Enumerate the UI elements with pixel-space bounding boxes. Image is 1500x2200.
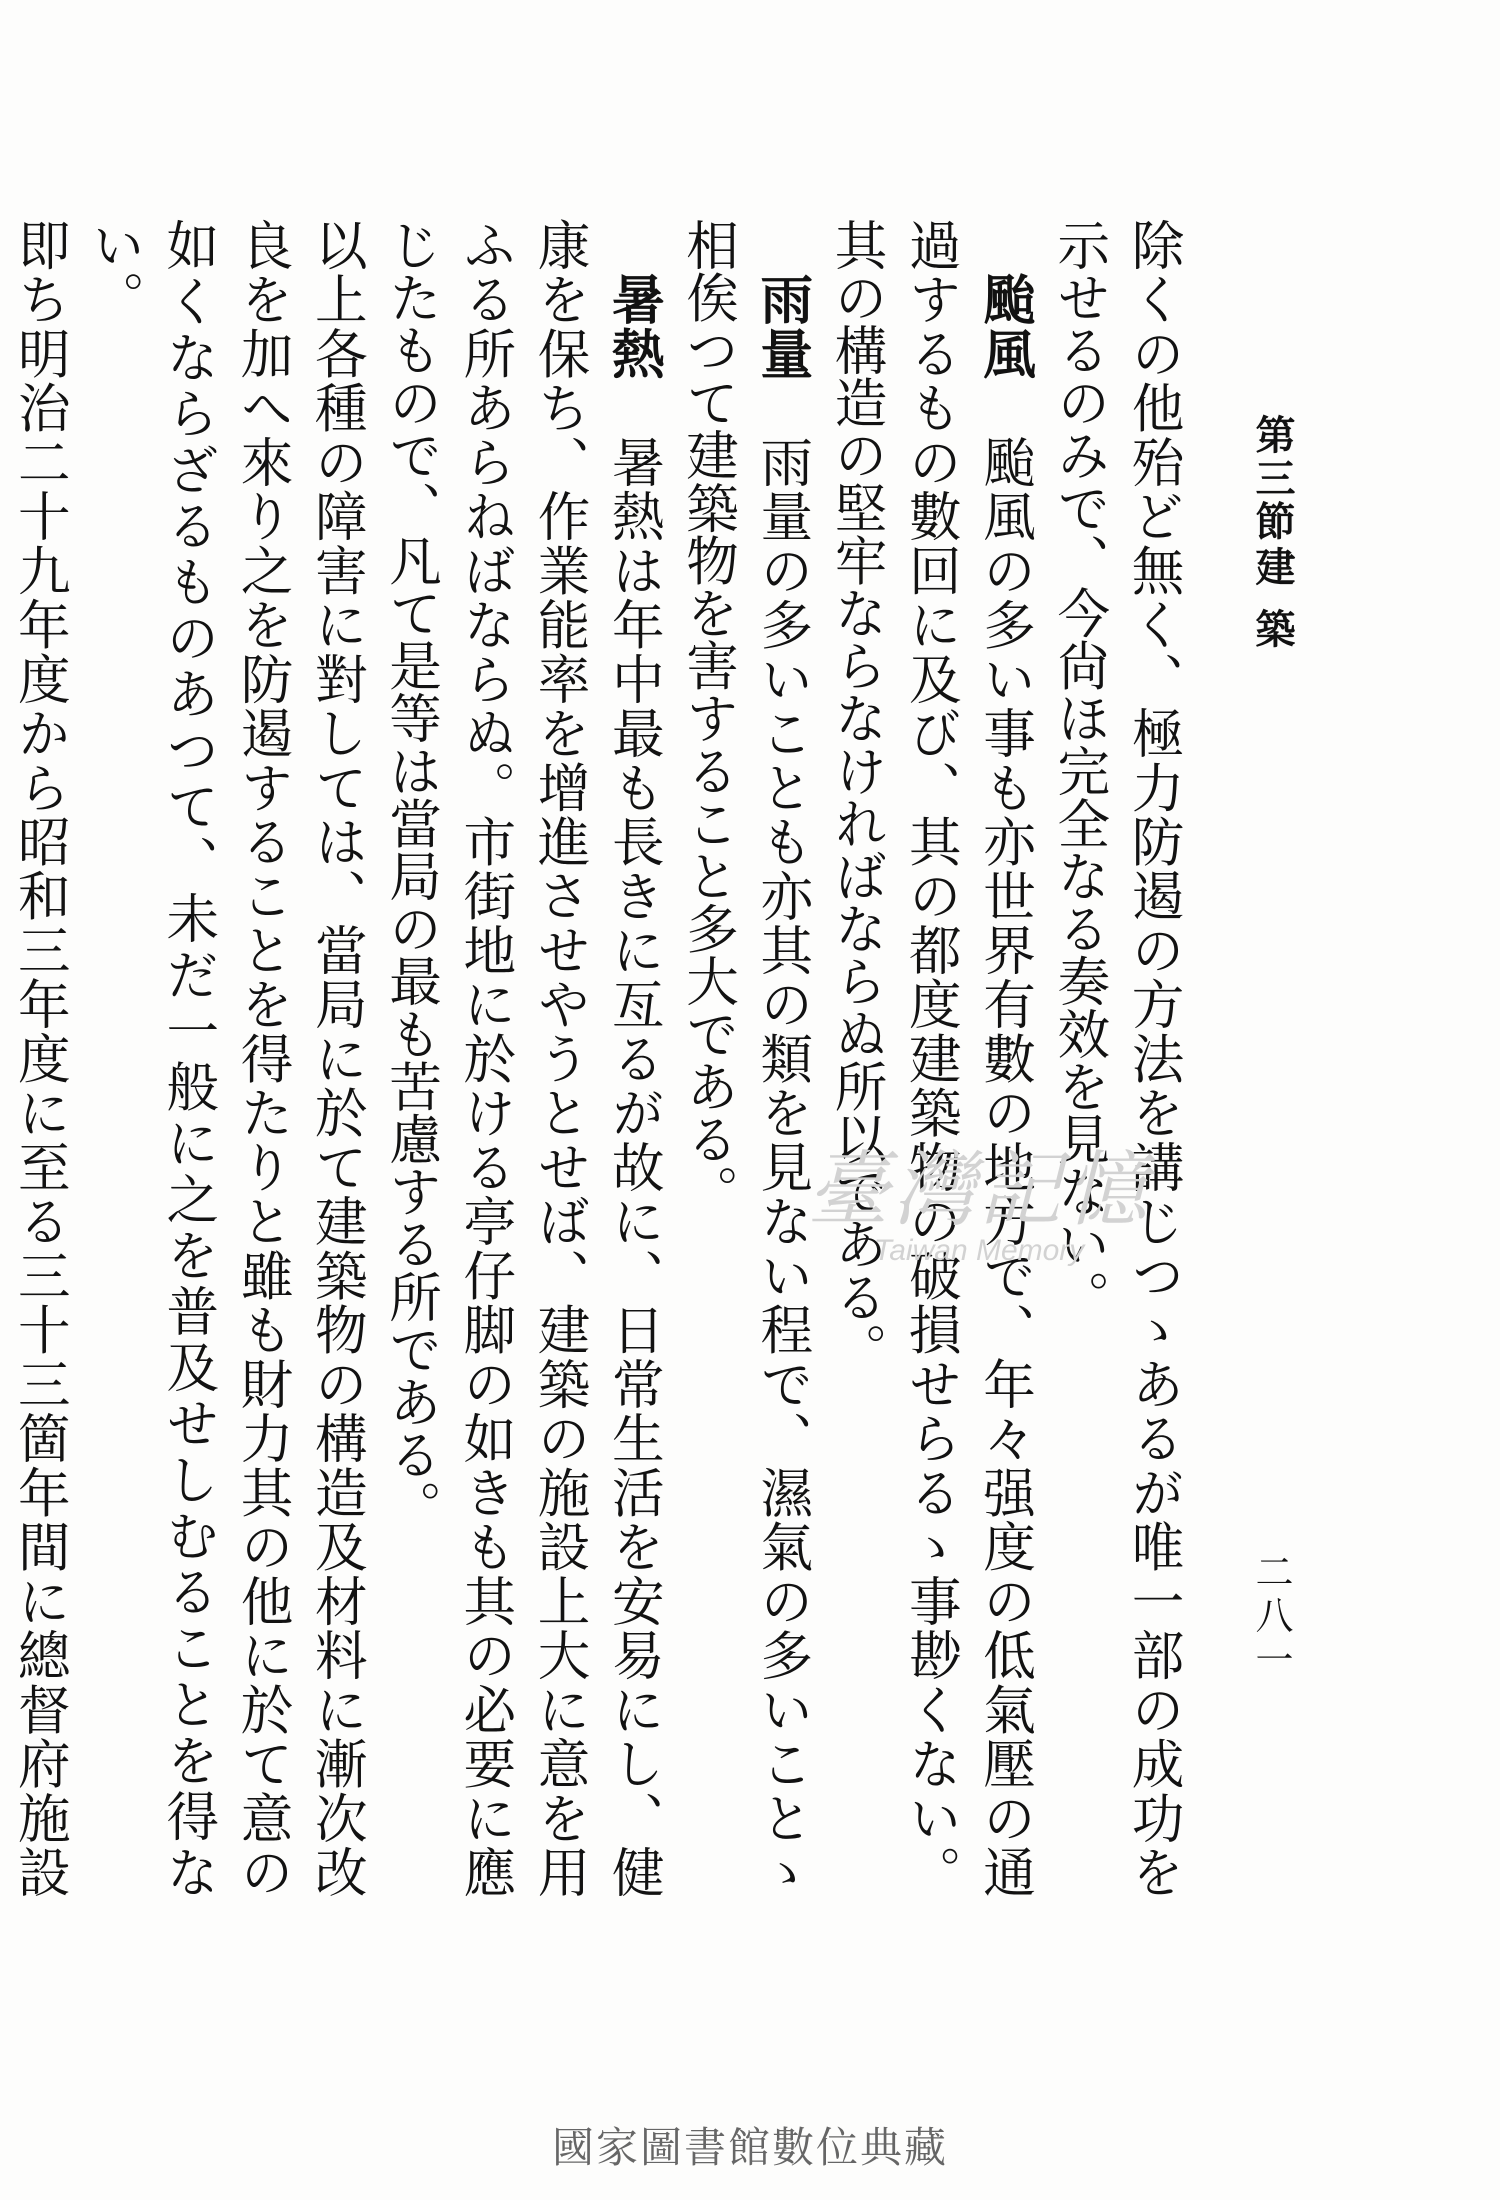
- paragraph-text: 雨量の多いことも亦其の類を見ない程で、濕氣の多いことゝ相俟つて建築物を害すること多大である。: [677, 218, 813, 1898]
- paragraph-text: 暑熱は年中最も長きに亙るが故に、日常生活を安易にし、健康を保ち、作業能率を增進させやうとせば、建築の施設上大に意を用ふる所あらねばならぬ。市街地に於ける亭仔脚の如きも其の必要に應じたもので、凡て是等は當局の最も苦慮する所である。: [380, 218, 665, 1898]
- watermark-text: 臺灣記憶: [807, 1143, 1151, 1238]
- paragraph: [1042, 218, 1191, 1898]
- section-heading: 第三節: [1249, 414, 1296, 544]
- paragraph-text: 颱風の多い事も亦世界有數の地方で、年々强度の低氣壓の通過するもの數回に及び、其の都度建築物の破損せらるゝ事尠くない。其の構造の堅牢ならなければならぬ所以である。: [826, 218, 1036, 1898]
- paragraph: [0, 218, 76, 1898]
- paragraph-typhoon: [819, 218, 1042, 1898]
- paragraph: [76, 218, 373, 1898]
- chapter-title: 建築: [1249, 546, 1296, 670]
- footer-caption: 國家圖書館數位典藏: [551, 2123, 948, 2172]
- paragraph-heading: 颱風: [974, 272, 1036, 381]
- watermark-subtext: Taiwan Memory: [873, 1234, 1085, 1267]
- paragraph-rainfall: [670, 218, 819, 1898]
- paragraph-text: 即ち明治二十九年度から昭和三年度に至る三十三箇年間に總督府施設: [9, 218, 71, 1898]
- paragraph-heat: [373, 218, 670, 1898]
- paragraph-heading: 暑熱: [603, 272, 665, 381]
- paragraph-text: 以上各種の障害に對しては、當局に於て建築物の構造及材料に漸次改良を加へ來り之を防遏することを得たりと雖も財力其の他に於て意の如くならざるものあつて、未だ一般に之を普及せしむることを得ない。: [83, 218, 368, 1898]
- paragraph-text: 除くの他殆ど無く、極力防遏の方法を講じつゝあるが唯一部の成功を示せるのみで、今尙ほ完全なる奏效を見ない。: [1048, 218, 1184, 1898]
- paragraph-heading: 雨量: [751, 272, 813, 381]
- body-text: [9, 218, 1190, 1898]
- watermark-logo: [744, 1143, 1214, 1300]
- page-number: 二八一: [1249, 1552, 1293, 1684]
